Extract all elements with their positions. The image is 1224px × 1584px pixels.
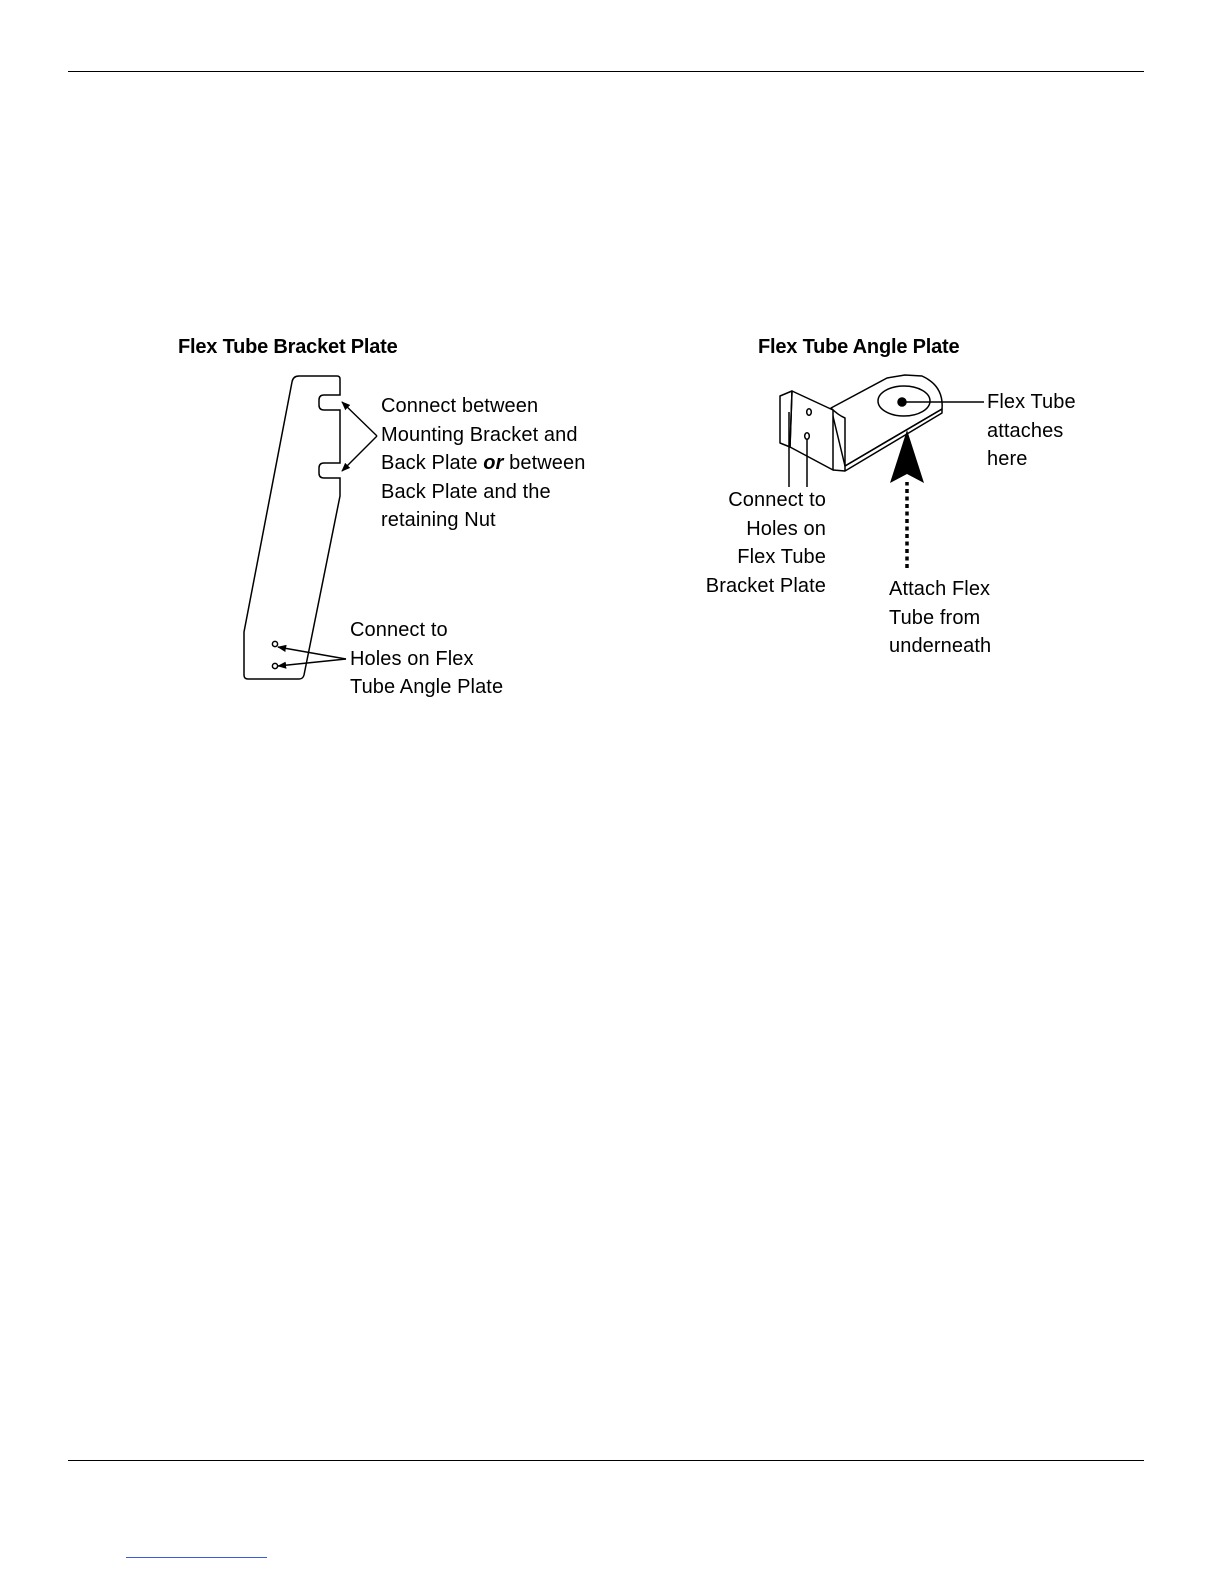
angle-plate-title: Flex Tube Angle Plate bbox=[758, 336, 960, 358]
attach-from-underneath-arrowhead bbox=[890, 430, 924, 483]
angle-hole-upper bbox=[807, 409, 812, 415]
angle-hole-lower bbox=[805, 433, 810, 439]
emphasis-or: or bbox=[483, 452, 504, 475]
tube-center-dot bbox=[898, 398, 906, 406]
angle-plate-drawing bbox=[780, 375, 942, 471]
footer-link-underline[interactable] bbox=[126, 1557, 267, 1558]
angle-plate-tube-hole bbox=[878, 386, 930, 416]
bracket-plate-drawing bbox=[244, 376, 340, 679]
bracket-hole-lower bbox=[272, 663, 277, 668]
bracket-hole-upper bbox=[272, 641, 277, 646]
callout-bracket-holes: Connect to Holes on Flex Tube Angle Plate bbox=[350, 619, 504, 699]
callout-attach-underneath: Attach Flex Tube from underneath bbox=[889, 578, 992, 658]
bracket-plate-title: Flex Tube Bracket Plate bbox=[178, 336, 398, 358]
header-rule bbox=[68, 71, 1144, 72]
footer-rule bbox=[68, 1460, 1144, 1461]
callout-flex-tube-attaches: Flex Tube attaches here bbox=[987, 391, 1076, 471]
callout-angle-holes: Connect to Holes on Flex Tube Bracket Plate bbox=[705, 489, 826, 597]
callout-connect-between: Connect between Mounting Bracket and Back Plate or between Back Plate and the retaining Nut bbox=[381, 395, 586, 532]
